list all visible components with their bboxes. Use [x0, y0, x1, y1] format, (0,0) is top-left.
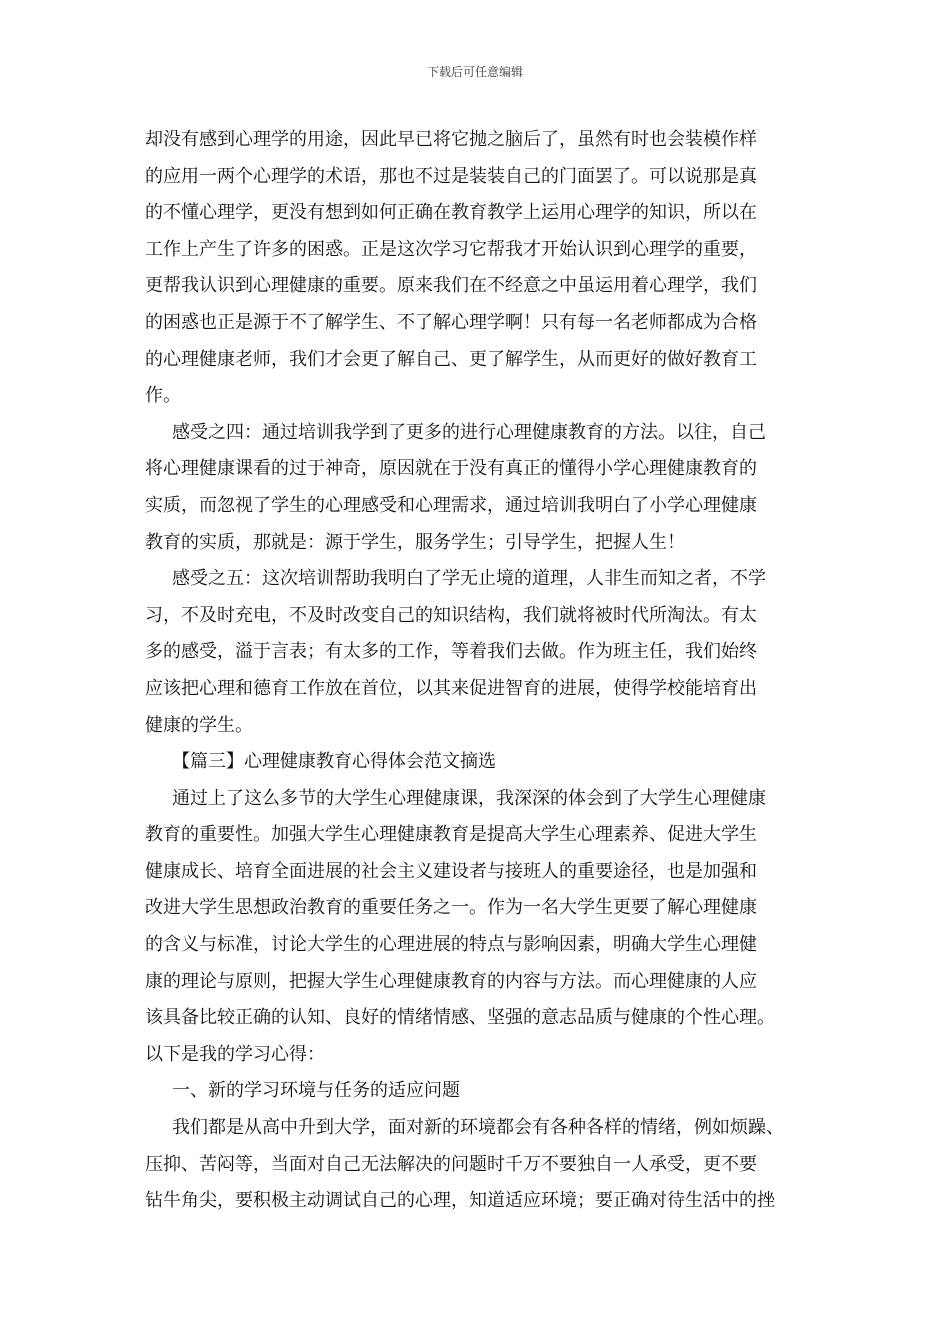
- text-line: 健康成长、培育全面进展的社会主义建设者与接班人的重要途径，也是加强和: [145, 860, 757, 882]
- text-line: 作。: [145, 385, 181, 407]
- text-line: 压抑、苦闷等，当面对自己无法解决的问题时千万不要独自一人承受，更不要: [145, 1153, 757, 1175]
- text-line: 一、新的学习环境与任务的适应问题: [172, 1080, 460, 1102]
- text-line: 通过上了这么多节的大学生心理健康课，我深深的体会到了大学生心理健康: [172, 787, 766, 809]
- text-line: 教育的实质，那就是：源于学生，服务学生；引导学生，把握人生！: [145, 531, 685, 553]
- text-line: 感受之五：这次培训帮助我明白了学无止境的道理，人非生而知之者，不学: [172, 568, 766, 590]
- text-line: 更帮我认识到心理健康的重要。原来我们在不经意之中虽运用着心理学，我们: [145, 275, 757, 297]
- text-line: 钻牛角尖，要积极主动调试自己的心理，知道适应环境；要正确对待生活中的挫: [145, 1190, 775, 1212]
- text-line: 健康的学生。: [145, 714, 253, 736]
- text-line: 该具备比较正确的认知、良好的情绪情感、坚强的意志品质与健康的个性心理。: [145, 1007, 775, 1029]
- text-line: 习，不及时充电，不及时改变自己的知识结构，我们就将被时代所淘汰。有太: [145, 604, 757, 626]
- text-line: 多的感受，溢于言表；有太多的工作，等着我们去做。作为班主任，我们始终: [145, 641, 757, 663]
- text-line: 【篇三】心理健康教育心得体会范文摘选: [172, 751, 496, 773]
- document-body: [145, 122, 825, 1220]
- text-line: 的困惑也正是源于不了解学生、不了解心理学啊！只有每一名老师都成为合格: [145, 311, 757, 333]
- text-line: 康的理论与原则，把握大学生心理健康教育的内容与方法。而心理健康的人应: [145, 970, 757, 992]
- text-line: 以下是我的学习心得：: [145, 1043, 325, 1065]
- text-line: 改进大学生思想政治教育的重要任务之一。作为一名大学生更要了解心理健康: [145, 897, 757, 919]
- text-line: 的含义与标准，讨论大学生的心理进展的特点与影响因素，明确大学生心理健: [145, 934, 757, 956]
- text-line: 实质，而忽视了学生的心理感受和心理需求，通过培训我明白了小学心理健康: [145, 494, 757, 516]
- text-line: 却没有感到心理学的用途，因此早已将它抛之脑后了，虽然有时也会装模作样: [145, 129, 757, 150]
- text-line: 的应用一两个心理学的术语，那也不过是装装自己的门面罢了。可以说那是真: [145, 165, 757, 187]
- text-line: 的不懂心理学，更没有想到如何正确在教育教学上运用心理学的知识，所以在: [145, 202, 757, 224]
- text-line: 感受之四：通过培训我学到了更多的进行心理健康教育的方法。以往，自己: [172, 421, 766, 443]
- text-line: 应该把心理和德育工作放在首位，以其来促进智育的进展，使得学校能培育出: [145, 677, 757, 699]
- text-line: 教育的重要性。加强大学生心理健康教育是提高大学生心理素养、促进大学生: [145, 824, 757, 846]
- text-line: 将心理健康课看的过于神奇，原因就在于没有真正的懂得小学心理健康教育的: [145, 458, 757, 480]
- text-line: 的心理健康老师，我们才会更了解自己、更了解学生，从而更好的做好教育工: [145, 348, 757, 370]
- page-header-note: 下载后可任意编辑: [426, 65, 523, 79]
- text-line: 工作上产生了许多的困惑。正是这次学习它帮我才开始认识到心理学的重要，: [145, 238, 757, 260]
- text-line: 我们都是从高中升到大学，面对新的环境都会有各种各样的情绪，例如烦躁、: [172, 1117, 784, 1139]
